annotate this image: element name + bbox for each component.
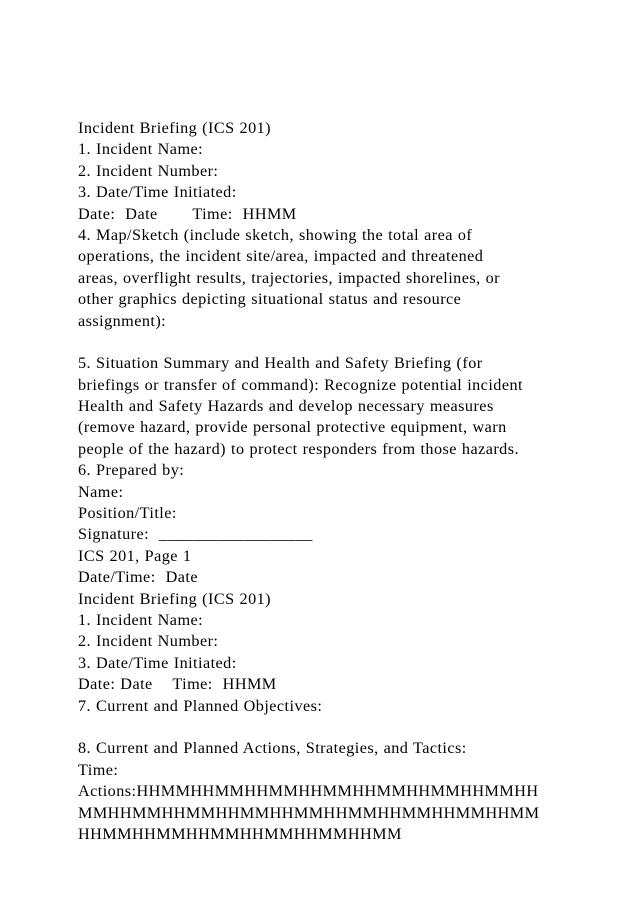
incident-name-label: 1. Incident Name: (78, 140, 204, 159)
blank-line (78, 717, 568, 738)
situation-summary-line: (remove hazard, provide personal protective equipment, warn (78, 418, 507, 437)
date-time-values: Date: Date Time: HHMM (78, 204, 297, 223)
form-title: Incident Briefing (ICS 201) (78, 119, 272, 137)
date-time-initiated-label: 3. Date/Time Initiated: (78, 653, 237, 672)
situation-summary-line: Health and Safety Hazards and develop necessary measures (78, 397, 494, 416)
map-sketch-line: other graphics depicting situational status and resource (78, 290, 462, 309)
objectives-label: 7. Current and Planned Objectives: (78, 696, 323, 715)
incident-number-label: 2. Incident Number: (78, 161, 219, 180)
situation-summary-line: people of the hazard) to protect responders from those hazards. (78, 439, 519, 458)
actions-heading: 8. Current and Planned Actions, Strategies, and Tactics: (78, 739, 467, 758)
incident-number-label: 2. Incident Number: (78, 632, 219, 651)
map-sketch-line: 4. Map/Sketch (include sketch, showing the total area of (78, 225, 473, 244)
situation-summary-line: briefings or transfer of command): Recognize potential incident (78, 375, 523, 394)
page-footer: ICS 201, Page 1 (78, 546, 192, 565)
form-title: Incident Briefing (ICS 201) (78, 589, 272, 608)
map-sketch-line: areas, overflight results, trajectories, impacted shorelines, or (78, 268, 500, 287)
situation-summary-line: 5. Situation Summary and Health and Safety Briefing (for (78, 354, 483, 373)
footer-date-time: Date/Time: Date (78, 568, 198, 587)
date-time-initiated-label: 3. Date/Time Initiated: (78, 183, 237, 202)
time-label: Time: (78, 760, 119, 779)
map-sketch-line: assignment): (78, 311, 167, 330)
incident-name-label: 1. Incident Name: (78, 610, 204, 629)
signature-line: Signature: __________________ (78, 525, 313, 544)
prepared-by-label: 6. Prepared by: (78, 461, 185, 480)
actions-line: HHMMHHMMHHMMHHMMHHMMHHMM (78, 824, 402, 843)
position-title-label: Position/Title: (78, 504, 177, 523)
blank-line (78, 332, 568, 353)
map-sketch-line: operations, the incident site/area, impacted and threatened (78, 247, 484, 266)
ics-201-text (78, 118, 568, 845)
name-label: Name: (78, 482, 124, 501)
actions-line: MMHHMMHHMMHHMMHHMMHHMMHHMMHHMMHHMM (78, 803, 540, 822)
date-time-values: Date: Date Time: HHMM (78, 675, 277, 694)
actions-line: Actions:HHMMHHMMHHMMHHMMHHMMHHMMHHMMHH (78, 782, 539, 801)
